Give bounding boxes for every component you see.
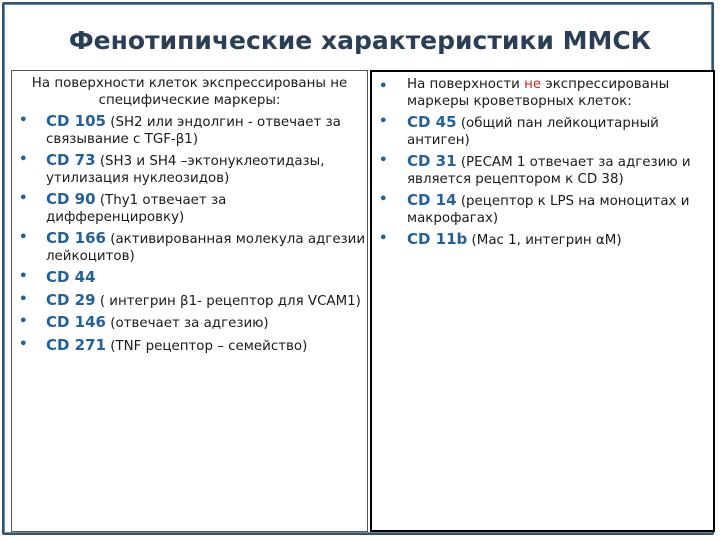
marker-code: CD 45 xyxy=(407,113,457,131)
bullet-icon: • xyxy=(19,291,28,307)
marker-code: CD 73 xyxy=(46,151,96,169)
marker-code: CD 166 xyxy=(46,229,106,247)
marker-item-cd11b xyxy=(372,231,713,250)
bullet-icon: • xyxy=(379,192,388,207)
bullet-icon: • xyxy=(379,153,388,168)
marker-code: CD 44 xyxy=(46,268,96,286)
bullet-icon: • xyxy=(19,336,28,352)
negation-word: не xyxy=(524,77,542,92)
marker-item-cd29 xyxy=(12,292,367,311)
bullet-icon: • xyxy=(379,231,388,246)
marker-code: CD 14 xyxy=(407,191,457,209)
marker-code: CD 146 xyxy=(46,313,106,331)
marker-desc: (рецептор к LPS на моноцитах и макрофагах) xyxy=(407,194,690,226)
marker-item-cd14 xyxy=(372,192,713,227)
slide-title: Фенотипические характеристики ММСК xyxy=(68,26,652,55)
marker-item-cd45 xyxy=(372,114,713,149)
bullet-icon: • xyxy=(379,114,388,129)
bullet-icon: • xyxy=(19,191,28,206)
right-intro xyxy=(372,72,713,110)
marker-code: CD 105 xyxy=(46,112,106,130)
marker-desc: (Thy1 отвечает за дифференцировку) xyxy=(46,193,227,225)
marker-item-cd73 xyxy=(12,152,367,187)
bullet-icon: • xyxy=(19,152,28,167)
marker-desc: (PECAM 1 отвечает за адгезию и является рецептором к CD 38) xyxy=(407,155,691,187)
marker-desc: (SH2 или эндолгин - отвечает за связывание с TGF-β1) xyxy=(46,115,341,147)
marker-desc: (SH3 и SH4 –эктонуклеотидазы, утилизация нуклеозидов) xyxy=(46,154,325,186)
marker-item-cd105 xyxy=(12,113,367,148)
marker-desc: (общий пан лейкоцитарный антиген) xyxy=(407,116,659,148)
right-intro-pre: На поверхности xyxy=(407,77,525,92)
marker-code: CD 11b xyxy=(407,230,468,248)
marker-code: CD 29 xyxy=(46,290,96,309)
marker-code: CD 31 xyxy=(407,152,457,170)
marker-code: CD 271 xyxy=(46,335,106,354)
right-column xyxy=(370,70,715,532)
marker-item-cd31 xyxy=(372,153,713,188)
bullet-icon: • xyxy=(19,314,28,329)
marker-item-cd44 xyxy=(12,269,367,288)
marker-desc: (активированная молекула адгезии лейкоцитов) xyxy=(46,232,366,264)
bullet-icon: • xyxy=(19,269,28,284)
marker-desc: ( интегрин β1- рецептор для VCAM1) xyxy=(95,293,361,309)
marker-desc: (Mac 1, интегрин αM) xyxy=(467,233,622,248)
marker-code: CD 90 xyxy=(46,190,96,208)
bullet-icon: • xyxy=(379,79,388,94)
left-column xyxy=(11,70,368,532)
bullet-icon: • xyxy=(19,113,28,128)
marker-desc: (отвечает за адгезию) xyxy=(106,316,269,331)
left-marker-list xyxy=(12,113,367,355)
marker-item-cd271 xyxy=(12,337,367,356)
right-intro-post: экспрессированы маркеры кроветворных клеток: xyxy=(407,77,670,109)
marker-item-cd146 xyxy=(12,314,367,333)
marker-item-cd90 xyxy=(12,191,367,226)
left-intro: На поверхности клеток экспрессированы не специфические маркеры: xyxy=(31,76,348,108)
bullet-icon: • xyxy=(19,230,28,245)
right-marker-list xyxy=(372,114,713,250)
marker-item-cd166 xyxy=(12,230,367,265)
marker-desc: (TNF рецептор – семейство) xyxy=(106,338,308,354)
